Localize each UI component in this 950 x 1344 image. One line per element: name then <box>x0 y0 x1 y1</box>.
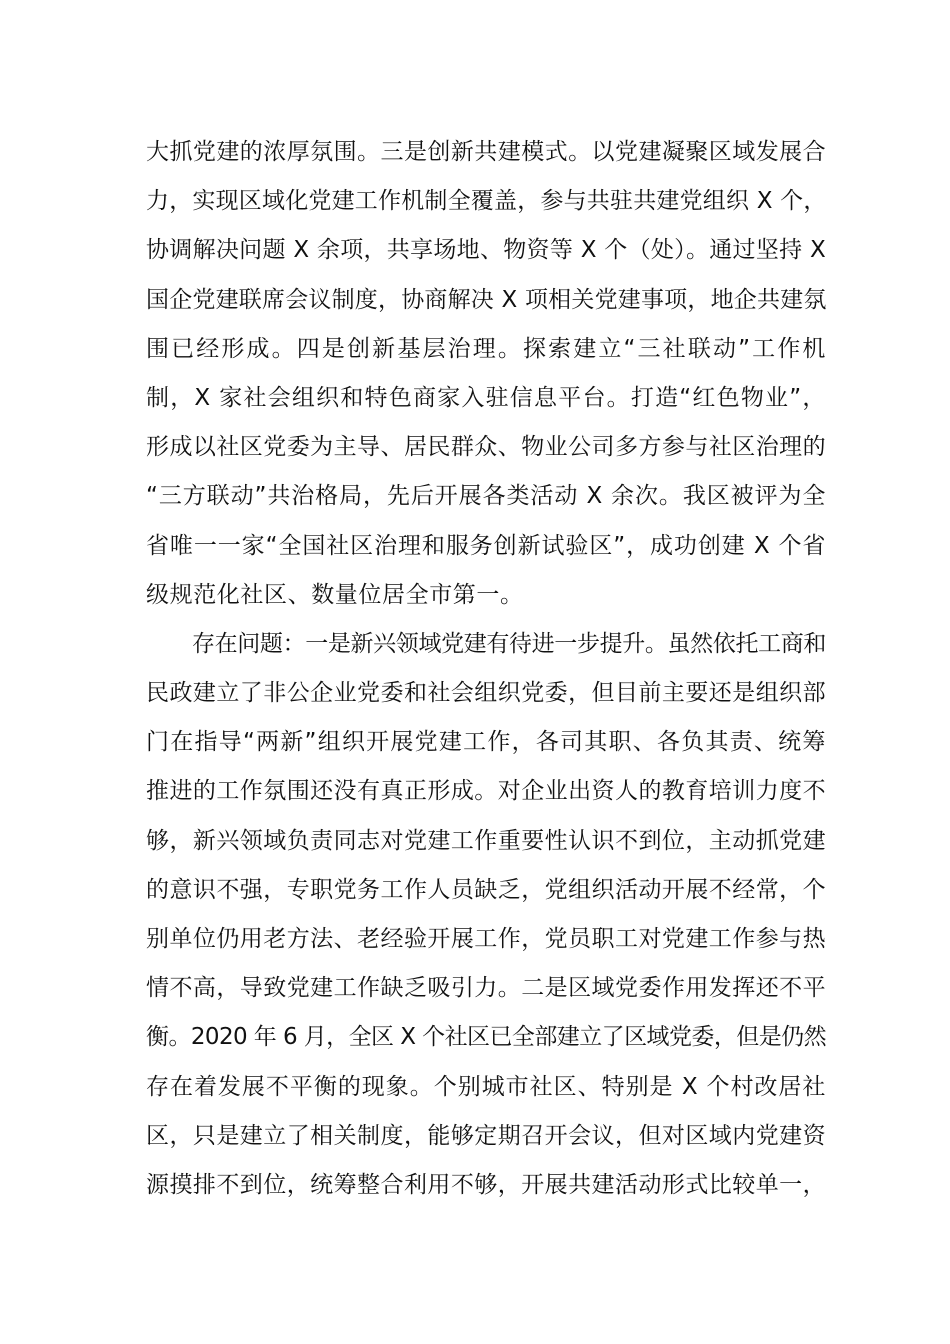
paragraph-2 <box>146 620 826 1210</box>
text-line: 存在着发展不平衡的现象。个别城市社区、特别是 X 个村改居社 <box>146 1073 826 1100</box>
text-line: 区，只是建立了相关制度，能够定期召开会议，但对区域内党建资 <box>146 1122 826 1149</box>
text-line: 的意识不强，专职党务工作人员缺乏，党组织活动开展不经常，个 <box>146 876 826 903</box>
paragraph-1 <box>146 128 826 620</box>
text-line: 协调解决问题 X 余项，共享场地、物资等 X 个（处）。通过坚持 X <box>146 237 826 264</box>
text-line: 民政建立了非公企业党委和社会组织党委，但目前主要还是组织部 <box>146 680 826 707</box>
text-line: 省唯一一家“全国社区治理和服务创新试验区”，成功创建 X 个省 <box>146 532 826 559</box>
text-line: 力，实现区域化党建工作机制全覆盖，参与共驻共建党组织 X 个， <box>146 188 827 215</box>
text-line: 大抓党建的浓厚氛围。三是创新共建模式。以党建凝聚区域发展合 <box>146 139 826 165</box>
text-line: 制，X 家社会组织和特色商家入驻信息平台。打造“红色物业”， <box>146 384 826 411</box>
text-line: 门在指导“两新”组织开展党建工作，各司其职、各负其责、统筹 <box>146 729 826 756</box>
text-line: 级规范化社区、数量位居全市第一。 <box>146 581 524 608</box>
text-line: 源摸排不到位，统筹整合利用不够，开展共建活动形式比较单一， <box>146 1171 826 1198</box>
text-line: 衡。2020 年 6 月，全区 X 个社区已全部建立了区域党委，但是仍然 <box>146 1024 826 1051</box>
document-body <box>146 128 826 1210</box>
text-line: 国企党建联席会议制度，协商解决 X 项相关党建事项，地企共建氛 <box>146 286 827 313</box>
text-line: “三方联动”共治格局，先后开展各类活动 X 余次。我区被评为全 <box>146 483 826 510</box>
text-line: 够，新兴领域负责同志对党建工作重要性认识不到位，主动抓党建 <box>146 827 826 854</box>
text-line: 形成以社区党委为主导、居民群众、物业公司多方参与社区治理的 <box>146 434 826 461</box>
text-line: 情不高，导致党建工作缺乏吸引力。二是区域党委作用发挥还不平 <box>146 975 826 1002</box>
text-line: 别单位仍用老方法、老经验开展工作，党员职工对党建工作参与热 <box>146 926 826 952</box>
text-line: 围已经形成。四是创新基层治理。探索建立“三社联动”工作机 <box>146 335 826 362</box>
text-line: 推进的工作氛围还没有真正形成。对企业出资人的教育培训力度不 <box>146 778 826 805</box>
text-line: 存在问题：一是新兴领域党建有待进一步提升。虽然依托工商和 <box>192 630 826 657</box>
